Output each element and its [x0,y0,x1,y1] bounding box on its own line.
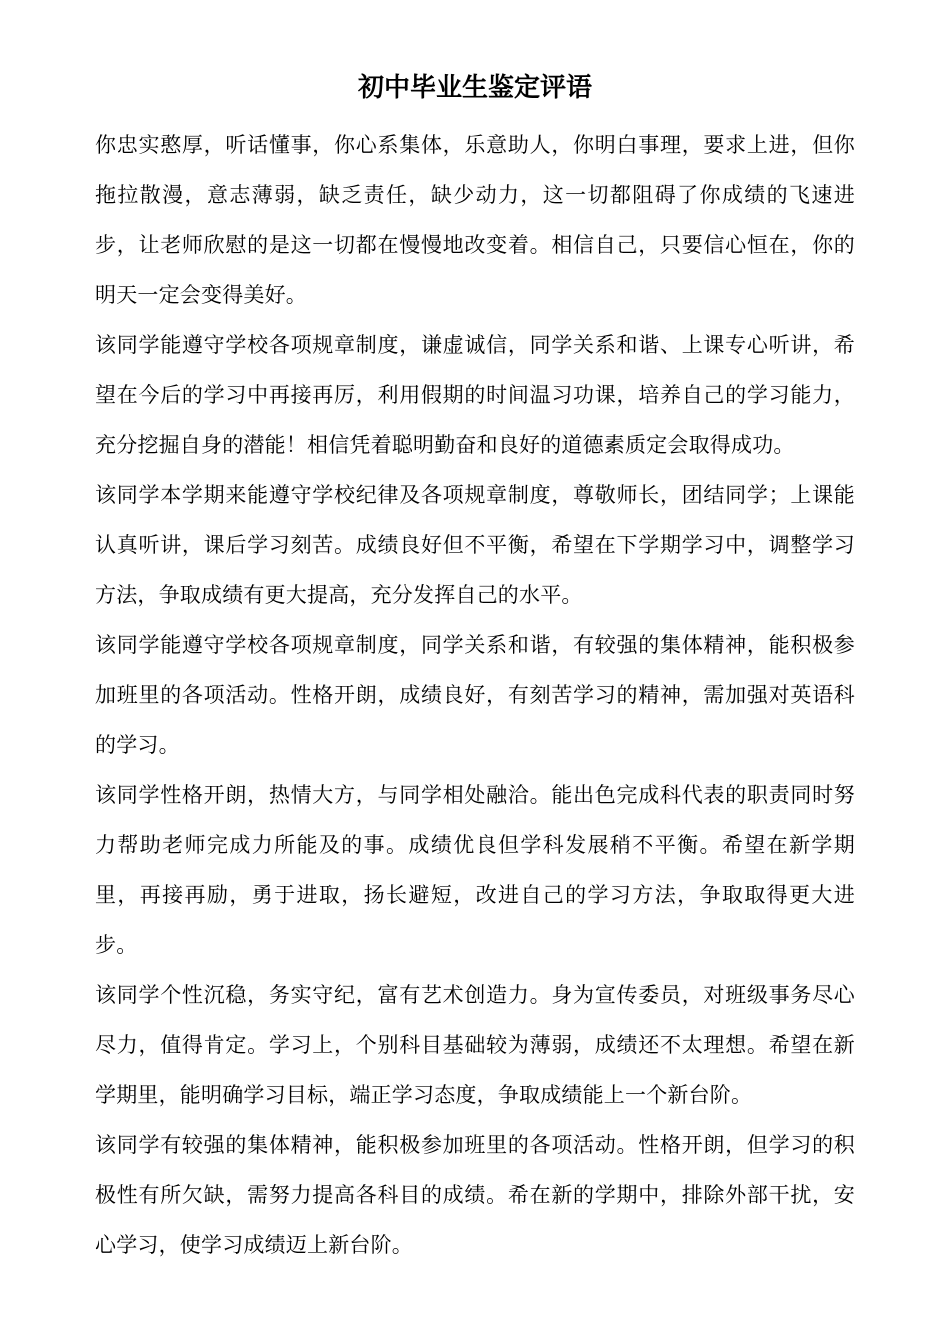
comment-paragraph-7: 该同学有较强的集体精神，能积极参加班里的各项活动。性格开朗，但学习的积极性有所欠缺，需努力提高各科目的成绩。希在新的学期中，排除外部干扰，安心学习，使学习成绩迈上新台阶。 [95,1133,855,1257]
comment-paragraph-2: 该同学能遵守学校各项规章制度，谦虚诚信，同学关系和谐、上课专心听讲，希望在今后的学习中再接再厉，利用假期的时间温习功课，培养自己的学习能力，充分挖掘自身的潜能！相信凭着聪明勤奋和良好的道德素质定会取得成功。 [95,333,855,457]
comment-paragraph-3: 该同学本学期来能遵守学校纪律及各项规章制度，尊敬师长，团结同学；上课能认真听讲，课后学习刻苦。成绩良好但不平衡，希望在下学期学习中，调整学习方法，争取成绩有更大提高，充分发挥自己的水平。 [95,483,855,607]
comment-paragraph-4: 该同学能遵守学校各项规章制度，同学关系和谐，有较强的集体精神，能积极参加班里的各项活动。性格开朗，成绩良好，有刻苦学习的精神，需加强对英语科的学习。 [95,633,855,757]
comment-paragraph-1: 你忠实憨厚，听话懂事，你心系集体，乐意助人，你明白事理，要求上进，但你拖拉散漫，意志薄弱，缺乏责任，缺少动力，这一切都阻碍了你成绩的飞速进步，让老师欣慰的是这一切都在慢慢地改变着。相信自己，只要信心恒在，你的明天一定会变得美好。 [95,133,855,307]
document-body [95,120,855,1270]
comment-paragraph-5: 该同学性格开朗，热情大方，与同学相处融洽。能出色完成科代表的职责同时努力帮助老师完成力所能及的事。成绩优良但学科发展稍不平衡。希望在新学期里，再接再励，勇于进取，扬长避短，改进自己的学习方法，争取取得更大进步。 [95,783,855,957]
comment-paragraph-6: 该同学个性沉稳，务实守纪，富有艺术创造力。身为宣传委员，对班级事务尽心尽力，值得肯定。学习上，个别科目基础较为薄弱，成绩还不太理想。希望在新学期里，能明确学习目标，端正学习态度，争取成绩能上一个新台阶。 [95,983,855,1107]
document-title: 初中毕业生鉴定评语 [357,73,592,103]
